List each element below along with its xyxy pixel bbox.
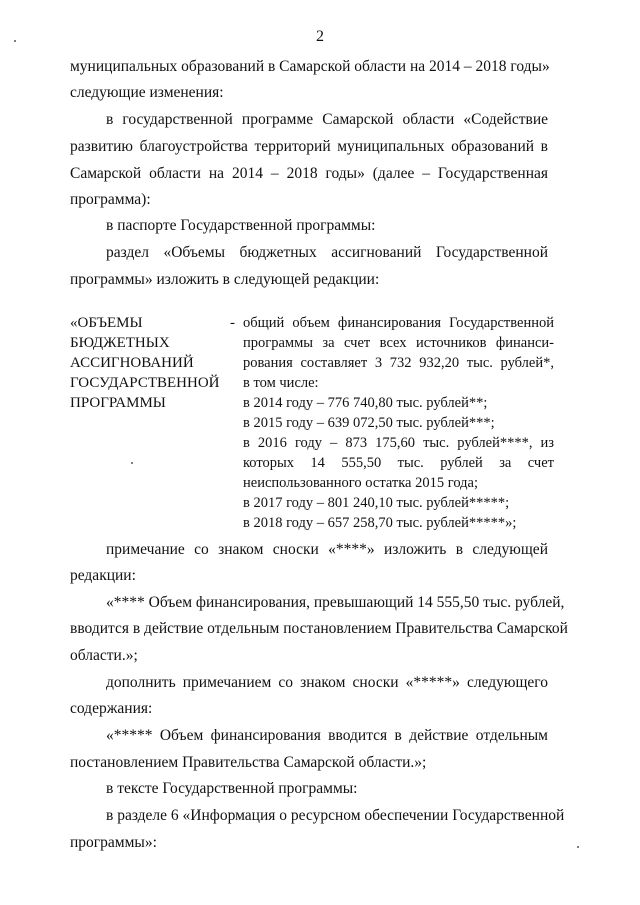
scan-speck [14,40,16,42]
paragraph-line: муниципальных образований в Самарской области на 2014 – 2018 годы» [70,58,550,75]
table-heading-line: АССИГНОВАНИЙ [70,355,194,371]
table-dash: - [230,315,235,331]
table-heading-line: ПРОГРАММЫ [70,395,166,411]
paragraph-line: программы» изложить в следующей редакции: [70,271,380,288]
table-heading-line: БЮДЖЕТНЫХ [70,335,170,351]
paragraph-line: в государственной программе Самарской области «Содействие [106,111,548,128]
table-content-line: в 2014 году – 776 740,80 тыс. рублей**; [243,395,488,411]
paragraph-line: Самарской области на 2014 – 2018 годы» (далее – Государственная [70,165,548,182]
table-content-line: в 2016 году – 873 175,60 тыс. рублей****, из [243,435,554,451]
table-heading-line: «ОБЪЕМЫ [70,315,143,331]
paragraph-line: «**** Объем финансирования, превышающий 14 555,50 тыс. рублей, [106,594,565,611]
page-number: 2 [316,28,324,45]
paragraph-line: содержания: [70,700,153,717]
paragraph-line: в паспорте Государственной программы: [106,217,376,234]
table-content-line: в 2017 году – 801 240,10 тыс. рублей*****; [243,495,510,511]
table-content-line: рования составляет 3 732 932,20 тыс. рублей*, [243,355,554,371]
paragraph-line: программы»: [70,834,157,851]
paragraph-line: программа): [70,191,151,208]
table-content-line: в 2015 году – 639 072,50 тыс. рублей***; [243,415,495,431]
paragraph-line: в разделе 6 «Информация о ресурсном обеспечении Государственной [106,807,565,824]
table-content-line: общий объем финансирования Государственной [243,315,554,331]
scan-speck [577,846,579,848]
table-content-line: программы за счет всех источников финанси- [243,335,554,351]
table-content-line: в том числе: [243,375,319,391]
scan-speck [131,462,133,464]
table-content-column [243,313,554,533]
paragraph-line: редакции: [70,567,136,584]
paragraph-line: раздел «Объемы бюджетных ассигнований Государственной [106,244,548,261]
paragraph-line: развитию благоустройства территорий муниципальных образований в [70,138,548,155]
paragraph-line: постановлением Правительства Самарской области.»; [70,754,427,771]
paragraph-line: примечание со знаком сноски «****» изложить в следующей [106,541,548,558]
paragraph-line: дополнить примечанием со знаком сноски «*****» следующего [106,674,548,691]
table-heading-column [70,313,230,413]
paragraph-line: области.»; [70,647,138,664]
table-content-line: неиспользованного остатка 2015 года; [243,475,479,491]
paragraph-line: в тексте Государственной программы: [106,780,358,797]
paragraph-line: вводится в действие отдельным постановлением Правительства Самарской [70,620,568,637]
paragraph-line: следующие изменения: [70,84,224,101]
table-heading-line: ГОСУДАРСТВЕННОЙ [70,375,220,391]
paragraph-line: «***** Объем финансирования вводится в действие отдельным [106,727,548,744]
table-content-line: которых 14 555,50 тыс. рублей за счет [243,455,554,471]
table-content-line: в 2018 году – 657 258,70 тыс. рублей*****»; [243,515,517,531]
